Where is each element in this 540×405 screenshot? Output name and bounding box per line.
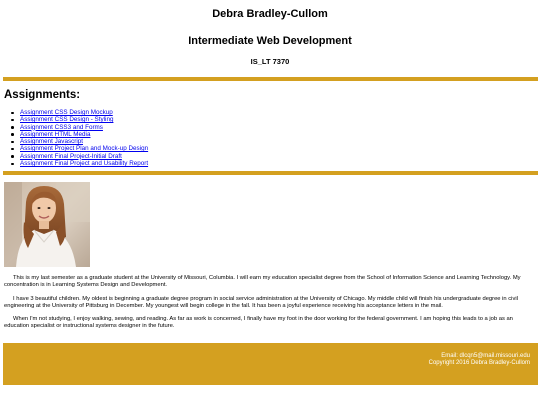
assignment-link-html-media[interactable]: Assignment HTML Media	[20, 130, 91, 138]
footer-email: Email: dlcqn5@mail.missouri.edu	[441, 353, 530, 359]
list-item	[10, 124, 540, 131]
page-footer	[3, 343, 538, 385]
list-item	[10, 160, 540, 167]
course-code: IS_LT 7370	[250, 57, 290, 66]
assignment-link-project-plan[interactable]: Assignment Project Plan and Mock-up Design	[20, 145, 149, 153]
bullet-icon	[11, 119, 14, 122]
bio-paragraph: When I'm not studying, I enjoy walking, sewing, and reading. As far as work is concerned, I finally have my foot in the door working for the federal government. I am hoping this leads to a job as an education specialist or instructional systems designer in the future.	[4, 316, 513, 330]
bullet-icon	[11, 112, 14, 115]
list-item	[10, 116, 540, 123]
bullet-icon	[11, 163, 14, 166]
page-header	[0, 0, 540, 67]
list-item	[10, 109, 540, 116]
assignment-link-final-usability[interactable]: Assignment Final Project and Usability Report	[20, 160, 149, 168]
bio-section	[0, 275, 540, 330]
assignments-heading: Assignments:	[4, 89, 81, 101]
bullet-icon	[11, 141, 14, 144]
profile-photo	[4, 182, 90, 267]
course-title: Intermediate Web Development	[188, 35, 352, 47]
list-item	[10, 153, 540, 160]
assignment-link-css3-forms[interactable]: Assignment CSS3 and Forms	[20, 123, 103, 131]
assignment-link-javascript[interactable]: Assignment Javascript	[20, 138, 83, 146]
assignment-link-css-design-mockup[interactable]: Assignment CSS Design Mockup	[20, 109, 113, 116]
bio-paragraph: This is my last semester as a graduate student at the University of Missouri, Columbia. I will earn my education specialist degree from the School of Information Science and Learning Technology. My concentration is in Learning Systems Design and Development.	[4, 275, 521, 289]
assignments-divider	[3, 171, 538, 175]
assignment-link-css-design-styling[interactable]: Assignment CSS Design - Styling	[20, 116, 114, 124]
footer-copyright: Copyright 2016 Debra Bradley-Cullom	[428, 360, 530, 366]
assignment-link-final-initial-draft[interactable]: Assignment Final Project-Initial Draft	[20, 152, 122, 160]
site-title: Debra Bradley-Cullom	[212, 8, 328, 20]
list-item	[10, 131, 540, 138]
list-item	[10, 145, 540, 152]
bio-paragraph: I have 3 beautiful children. My oldest is beginning a graduate degree program in social service administration at the University of Chicago. My middle child will finish his undergraduate degree in civil engineering at the University of Pittsburg in December. My youngest will begin college in the fall. It has been a joyful experience receiving his acceptance letters in the mail.	[4, 295, 518, 309]
profile-photo-image	[4, 182, 90, 267]
bullet-icon	[11, 148, 14, 151]
bullet-icon	[11, 126, 14, 129]
list-item	[10, 138, 540, 145]
bullet-icon	[11, 155, 14, 158]
assignments-list	[0, 102, 540, 167]
bullet-icon	[11, 133, 14, 136]
